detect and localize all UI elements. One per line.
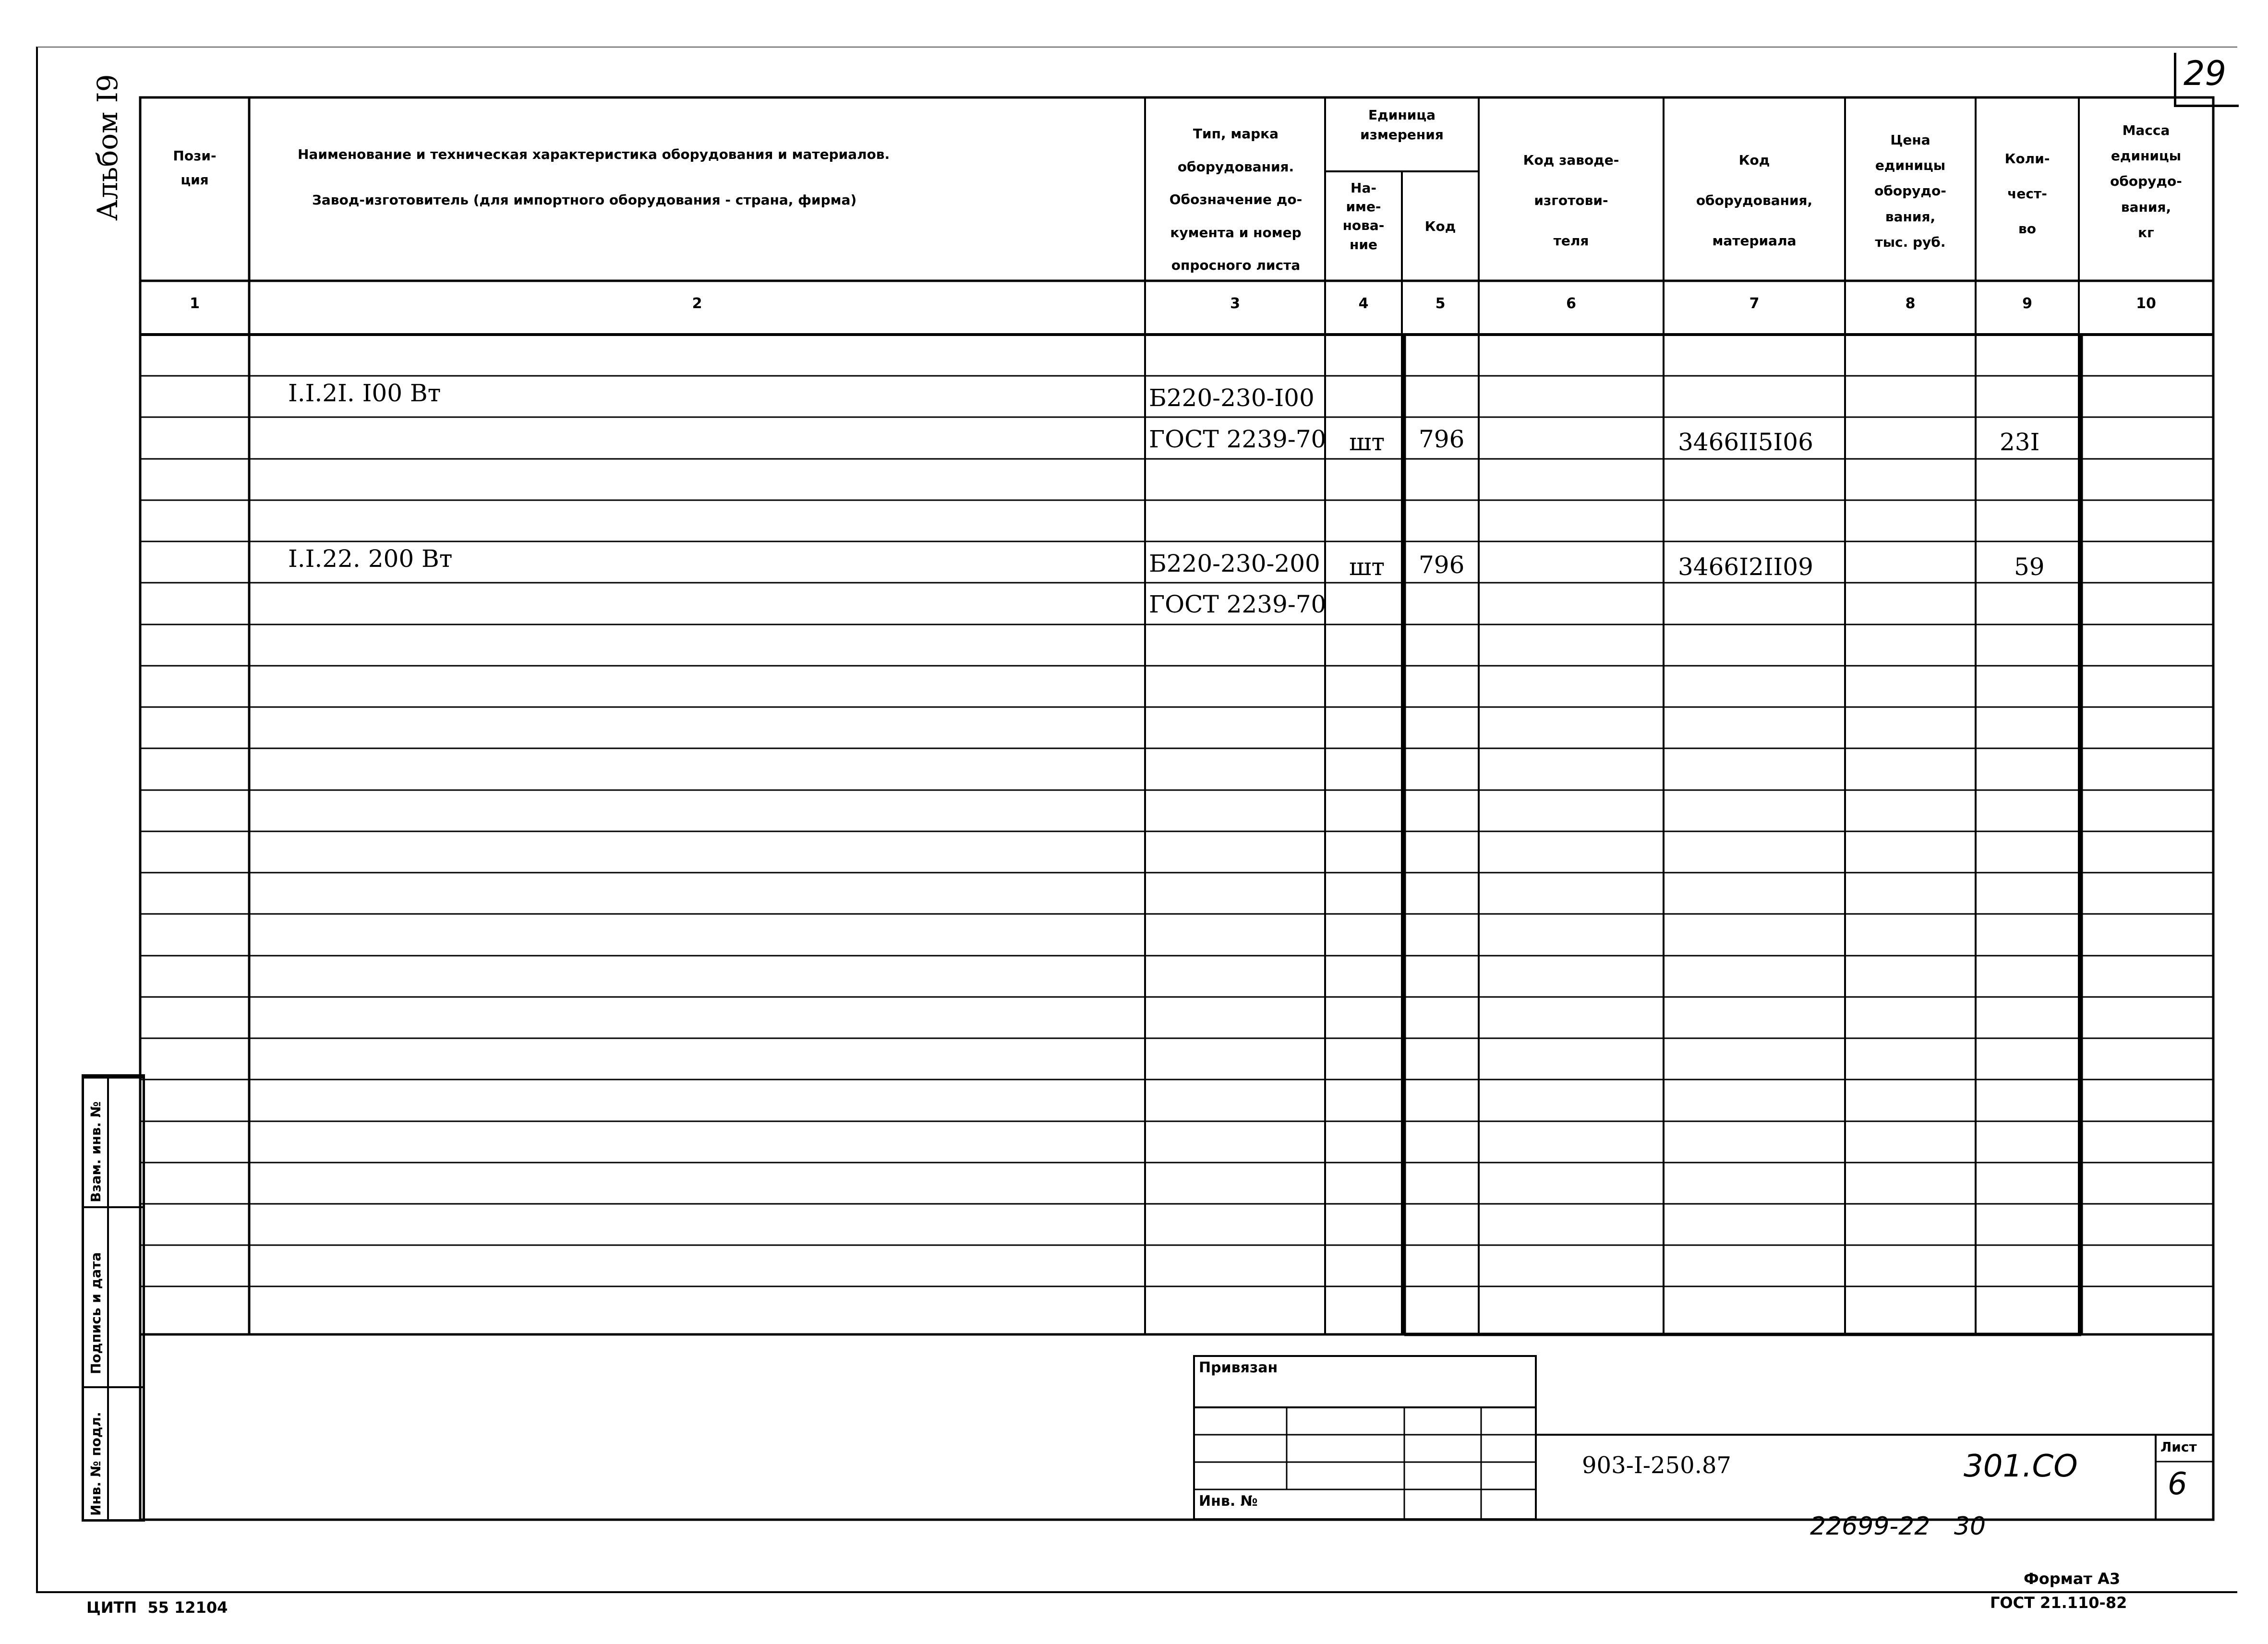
entry-quantity: 59: [2014, 553, 2045, 581]
side-stamp-label-original-inv: Инв. № подл.: [88, 1412, 104, 1516]
entry-equipment-code: 3466II5I06: [1678, 428, 1813, 456]
inv-label: Инв. №: [1199, 1493, 1258, 1510]
column-number: 5: [1435, 295, 1446, 312]
entry-name: I.I.22. 200 Вт: [288, 545, 453, 573]
side-stamp-label-signature-date: Подпись и дата: [88, 1252, 104, 1374]
side-stamp: [82, 1074, 145, 1522]
corner-number: 29: [2184, 54, 2227, 93]
header-unit-name: На- име- нова- ние: [1342, 180, 1385, 252]
entry-unit: шт: [1349, 553, 1385, 581]
entry-equipment-code: 3466I2II09: [1678, 553, 1813, 581]
gost-label: ГОСТ 21.110-82: [1990, 1594, 2127, 1612]
header-name-line1: Наименование и техническая характеристика оборудования и материалов.: [298, 146, 890, 162]
document-suffix: 301.CO: [1964, 1449, 2078, 1484]
column-number: 7: [1749, 295, 1760, 312]
header-name-line2: Завод-изготовитель (для импортного оборудования - страна, фирма): [312, 192, 857, 208]
header-unit-group: Единица измерения: [1360, 107, 1444, 143]
entry-unit-code: 796: [1419, 551, 1465, 579]
linked-label: Привязан: [1199, 1359, 1278, 1376]
header-equipment-code: Код оборудования, материала: [1696, 152, 1813, 249]
format-label: Формат А3: [2024, 1570, 2121, 1588]
entry-quantity: 23I: [2000, 428, 2040, 456]
handwritten-code: 22699-22 30: [1810, 1512, 1986, 1541]
header-factory-code: Код заводе- изготови- теля: [1523, 152, 1619, 249]
entry-type-line2: ГОСТ 2239-70: [1149, 590, 1327, 618]
entry-type-line2: ГОСТ 2239-70: [1149, 425, 1327, 453]
entry-type-line1: Б220-230-200: [1149, 550, 1320, 577]
header-quantity: Коли- чест- во: [2004, 151, 2050, 237]
header-type: Тип, марка оборудования. Обозначение до- кумента и номер опросного листа: [1169, 126, 1303, 274]
column-number: 2: [692, 295, 702, 312]
side-stamp-label-replaced-inv: Взам. инв. №: [88, 1101, 104, 1202]
entry-unit: шт: [1349, 428, 1385, 456]
album-label: Альбом I9: [91, 74, 124, 221]
header-position: Пози- ция: [173, 148, 217, 188]
column-number: 3: [1230, 295, 1240, 312]
sheet-number: 6: [2168, 1466, 2187, 1502]
entry-name: I.I.2I. I00 Вт: [288, 379, 441, 407]
document-code: 903-I-250.87: [1582, 1452, 1731, 1479]
header-mass: Масса единицы оборудо- вания, кг: [2110, 122, 2182, 240]
entry-type-line1: Б220-230-I00: [1149, 384, 1315, 412]
column-number: 1: [190, 295, 200, 312]
column-number: 9: [2022, 295, 2032, 312]
header-unit-code: Код: [1424, 218, 1456, 234]
sheet-label: Лист: [2160, 1439, 2197, 1455]
column-number: 4: [1358, 295, 1369, 312]
column-number: 6: [1566, 295, 1576, 312]
column-number: 8: [1905, 295, 1916, 312]
header-price: Цена единицы оборудо- вания, тыс. руб.: [1874, 132, 1946, 250]
column-number: 10: [2136, 295, 2156, 312]
publisher-code: ЦИТП 55 12104: [86, 1598, 228, 1617]
entry-unit-code: 796: [1419, 425, 1465, 453]
